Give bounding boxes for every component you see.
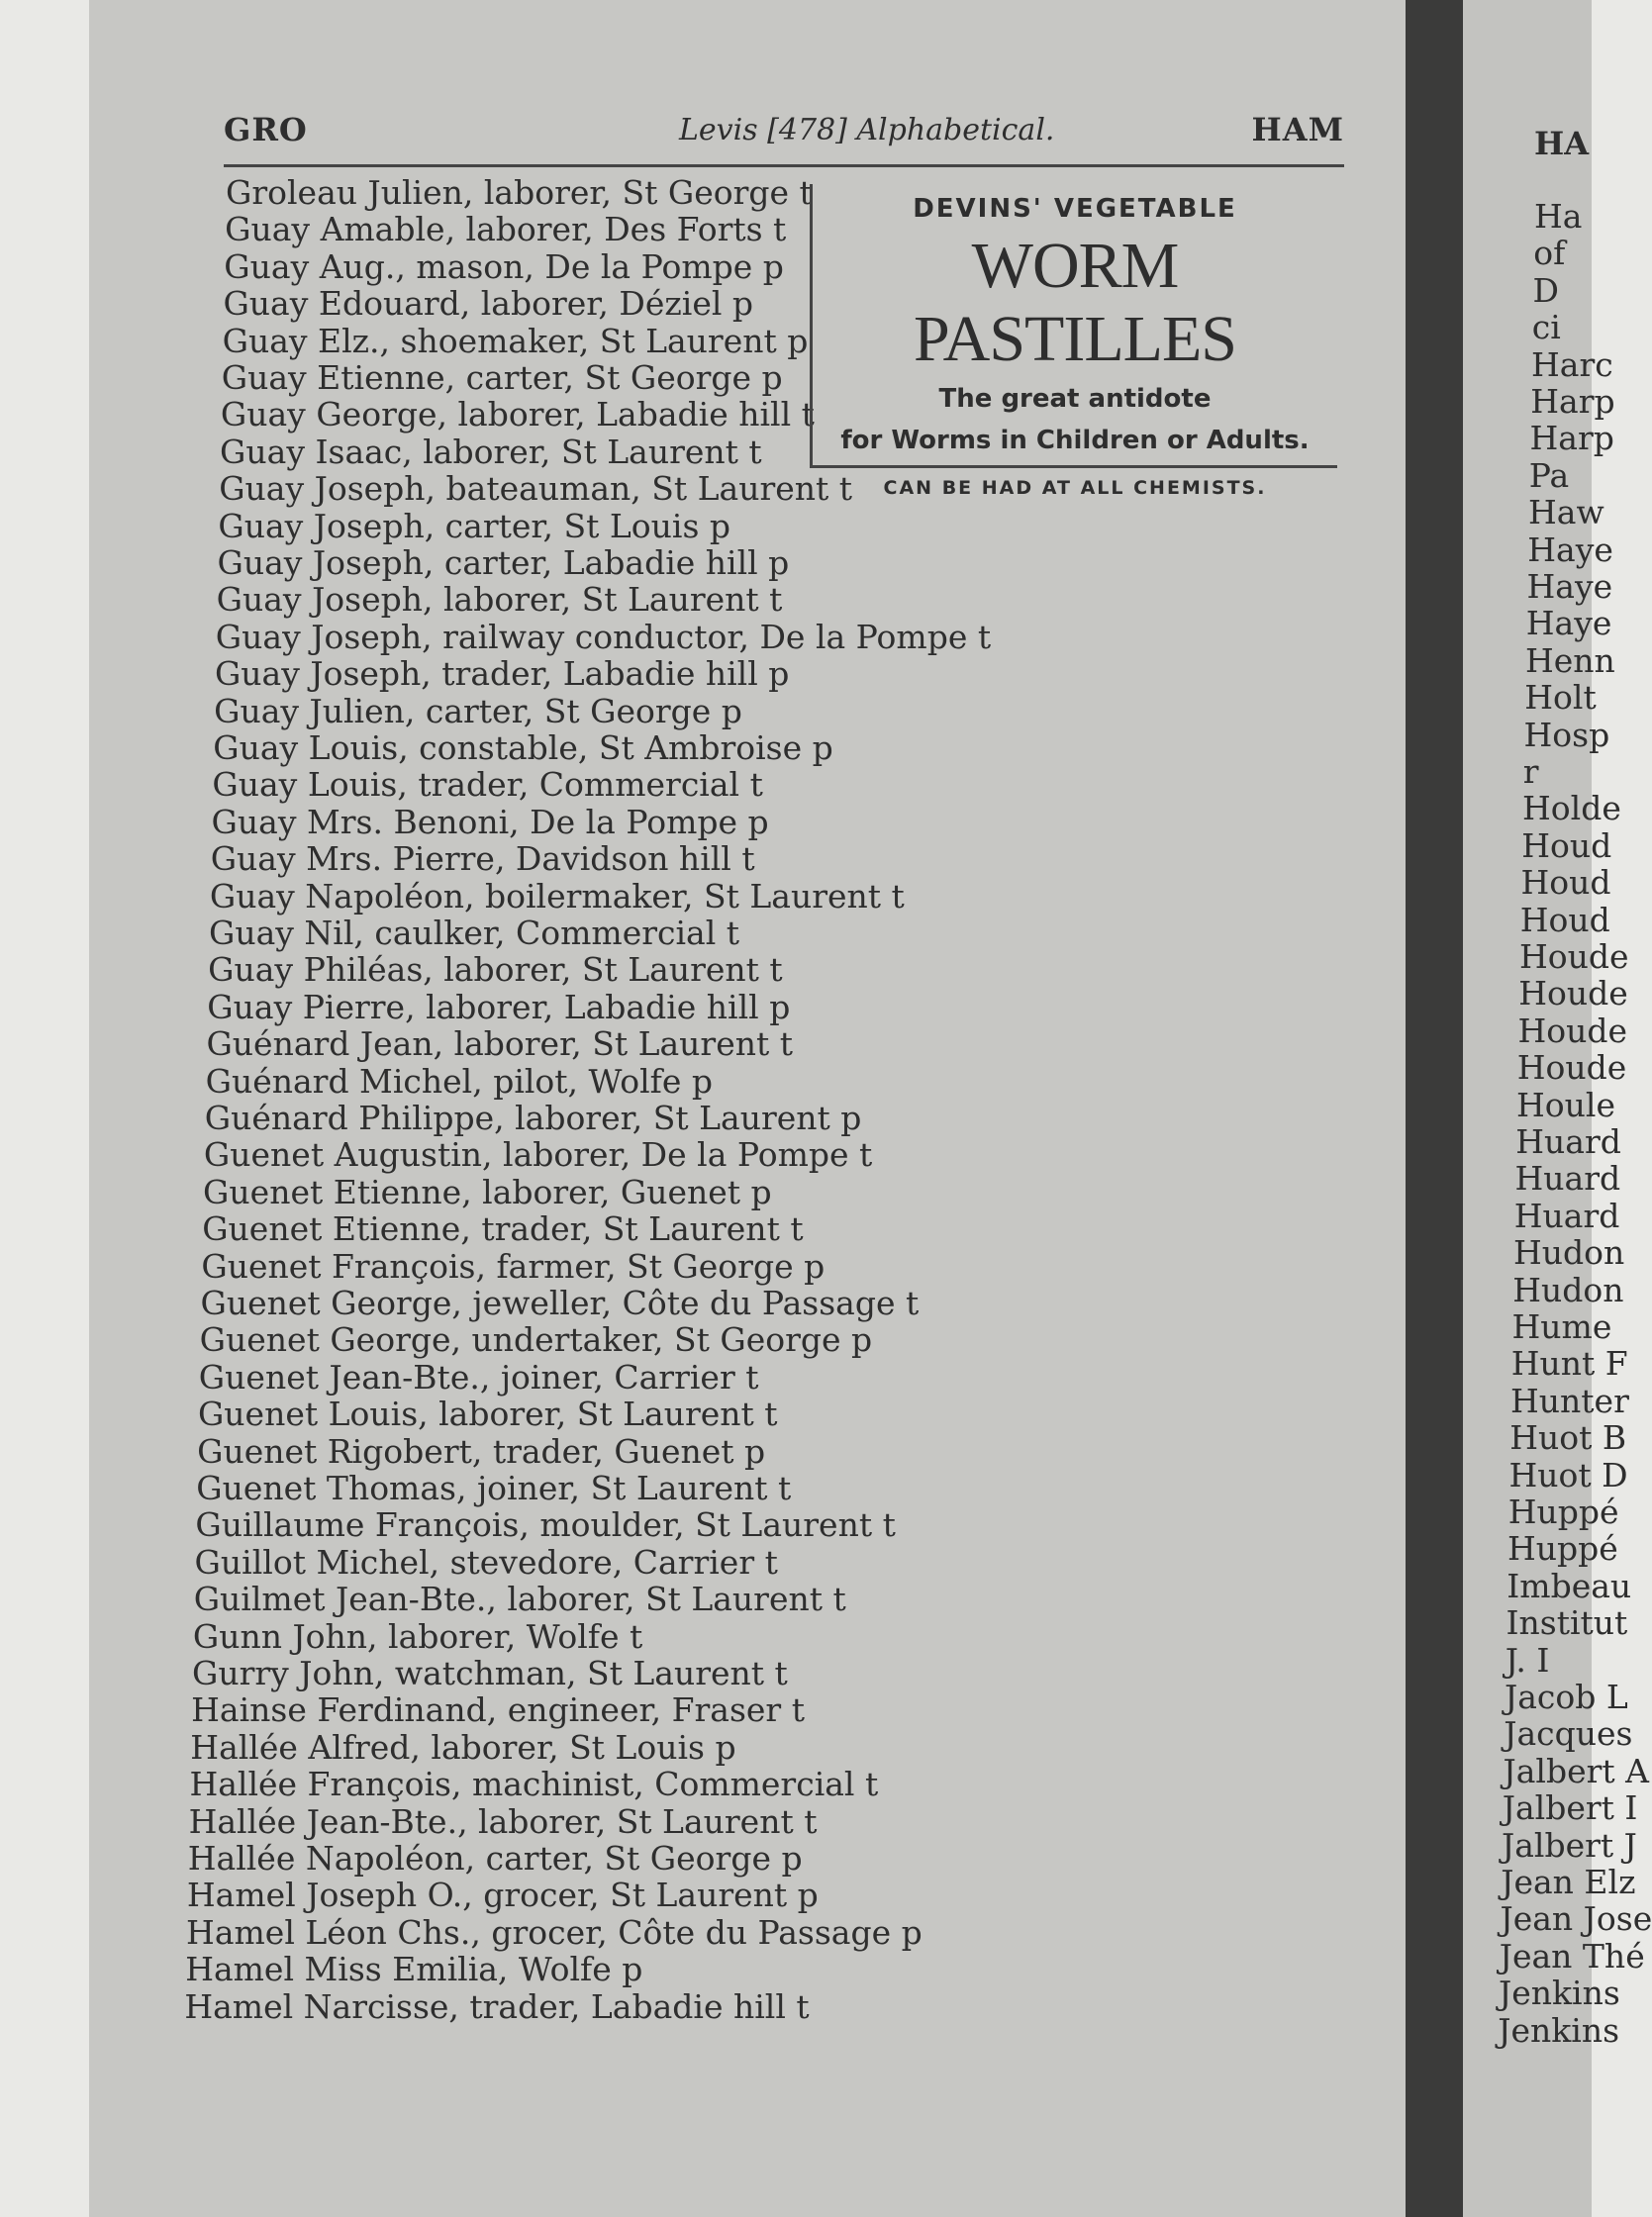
directory-entry: Hamel Joseph O., grocer, St Laurent p — [186, 1876, 819, 1915]
adjacent-page-fragment: Jacques — [1504, 1714, 1633, 1754]
adjacent-page-fragment: Huard — [1515, 1122, 1621, 1161]
adjacent-page-fragment: Houde — [1519, 937, 1629, 976]
directory-entry: Guay Napoléon, boilermaker, St Laurent t — [209, 876, 905, 916]
adjacent-page-fragment: Ha — [1534, 197, 1583, 236]
adjacent-page-fragment: Houle — [1516, 1085, 1615, 1124]
directory-entry: Guay Joseph, carter, St Louis p — [218, 506, 731, 545]
directory-entry: Groleau Julien, laborer, St George t — [226, 173, 813, 212]
ad-brand: DEVINS' VEGETABLE — [913, 194, 1237, 224]
directory-entry: Guenet Etienne, laborer, Guenet p — [203, 1172, 772, 1211]
adjacent-page-fragment: J. I — [1505, 1640, 1550, 1680]
directory-entry: Guenet Rigobert, trader, Guenet p — [197, 1431, 766, 1471]
adjacent-page-fragment: Houd — [1519, 900, 1610, 939]
adjacent-page-fragment: Jalbert J — [1502, 1825, 1637, 1865]
directory-entry: Guay Mrs. Benoni, De la Pompe p — [211, 802, 769, 841]
adjacent-page-fragment: Pa — [1528, 455, 1570, 495]
header-title: Levis [478] Alphabetical. — [679, 113, 1055, 147]
directory-entry: Hallée Napoléon, carter, St George p — [187, 1839, 803, 1878]
directory-entry: Guenet Etienne, trader, St Laurent t — [202, 1209, 804, 1249]
directory-entry: Hamel Léon Chs., grocer, Côte du Passage p — [186, 1912, 923, 1952]
adjacent-page-fragment: Hudon — [1512, 1270, 1624, 1309]
adjacent-page-fragment: Holde — [1522, 789, 1621, 828]
adjacent-page-fragment: Jenkins — [1498, 2010, 1620, 2050]
adjacent-page-fragment: Holt — [1524, 678, 1597, 718]
directory-entry: Guay Louis, constable, St Ambroise p — [213, 728, 833, 767]
adjacent-page-fragment: Houde — [1517, 1011, 1628, 1050]
directory-entry: Guay George, laborer, Labadie hill t — [220, 395, 815, 434]
directory-entry: Guénard Jean, laborer, St Laurent t — [206, 1024, 793, 1064]
directory-entry: Guillot Michel, stevedore, Carrier t — [194, 1542, 778, 1582]
adjacent-page-fragment: Jacob L — [1505, 1678, 1628, 1716]
adjacent-page-fragment: Institut — [1506, 1603, 1628, 1643]
adjacent-page-fragment: Hunter — [1510, 1381, 1629, 1420]
adjacent-page-fragment: Haw — [1528, 493, 1604, 532]
ad-description: for Worms in Children or Adults. — [840, 426, 1310, 455]
directory-entry: Guay Joseph, railway conductor, De la Pompe t — [215, 617, 992, 656]
directory-entry: Guay Joseph, laborer, St Laurent t — [216, 580, 783, 620]
directory-entry: Guay Isaac, laborer, St Laurent t — [220, 432, 762, 471]
adjacent-page-fragment: Imbeau — [1506, 1566, 1632, 1605]
adjacent-page-fragment: Hunt F — [1510, 1344, 1628, 1384]
directory-entry: Guay Etienne, carter, St George p — [221, 358, 783, 397]
adjacent-page-fragment: Houd — [1520, 863, 1611, 903]
adjacent-page — [1463, 0, 1652, 2217]
adjacent-page-fragment: Huot D — [1508, 1455, 1628, 1494]
adjacent-page-fragment: ci — [1531, 308, 1561, 347]
directory-entry: Guenet George, jeweller, Côte du Passage t — [200, 1284, 920, 1322]
page-header — [224, 111, 1344, 167]
directory-entry: Gunn John, laborer, Wolfe t — [192, 1616, 643, 1656]
ad-availability: CAN BE HAD AT ALL CHEMISTS. — [883, 477, 1267, 499]
adjacent-page-fragment: Houde — [1516, 1048, 1627, 1088]
directory-entry: Hallée Alfred, laborer, St Louis p — [190, 1727, 736, 1767]
adjacent-page-fragment: Haye — [1527, 530, 1613, 569]
adjacent-page-fragment: Hume — [1511, 1307, 1612, 1346]
adjacent-page-fragment: Harp — [1529, 419, 1614, 458]
directory-entry: Guay Aug., mason, De la Pompe p — [224, 246, 784, 286]
adjacent-page-fragment: Huot B — [1509, 1418, 1627, 1458]
directory-entry: Guenet George, undertaker, St George p — [199, 1320, 873, 1360]
adjacent-page-fragment: Harc — [1531, 344, 1613, 384]
adjacent-page-fragment: Huard — [1514, 1159, 1621, 1199]
adjacent-page-fragment: Hudon — [1513, 1233, 1625, 1273]
adjacent-page-fragment: Harp — [1530, 382, 1615, 421]
directory-entry: Guénard Philippe, laborer, St Laurent p — [204, 1099, 862, 1137]
directory-entry: Guay Louis, trader, Commercial t — [212, 765, 763, 805]
directory-entry: Guay Pierre, laborer, Labadie hill p — [207, 987, 791, 1026]
directory-entry: Hallée François, machinist, Commercial t — [189, 1765, 879, 1804]
adjacent-page-header: HA — [1534, 125, 1590, 162]
directory-entry: Guenet Jean-Bte., joiner, Carrier t — [198, 1357, 759, 1397]
header-left-guide-word: GRO — [224, 111, 308, 148]
ad-tagline: The great antidote — [938, 384, 1212, 414]
adjacent-page-fragment: Jalbert A — [1503, 1751, 1649, 1790]
advertisement-box — [810, 184, 1337, 499]
adjacent-page-fragment: Houde — [1518, 974, 1628, 1013]
adjacent-page-fragment: D — [1532, 270, 1559, 310]
directory-entry: Guilmet Jean-Bte., laborer, St Laurent t — [193, 1580, 846, 1619]
directory-entry: Hamel Miss Emilia, Wolfe p — [185, 1950, 643, 1989]
adjacent-page-fragment: Haye — [1525, 604, 1612, 643]
directory-entry: Guenet Augustin, laborer, De la Pompe t — [203, 1135, 873, 1175]
adjacent-page-fragment: Houd — [1521, 825, 1612, 865]
adjacent-page-fragment: Huard — [1513, 1196, 1620, 1235]
adjacent-page-fragment: Jenkins — [1499, 1974, 1620, 2013]
directory-entry: Guay Elz., shoemaker, St Laurent p — [222, 321, 809, 360]
directory-entry: Guay Joseph, carter, Labadie hill p — [217, 543, 790, 582]
adjacent-page-fragment: of — [1533, 234, 1566, 273]
directory-entry: Hamel Narcisse, trader, Labadie hill t — [184, 1986, 810, 2026]
adjacent-page-fragment: Jalbert I — [1502, 1788, 1638, 1828]
directory-entry: Guay Amable, laborer, Des Forts t — [225, 210, 787, 249]
header-right-guide-word: HAM — [1251, 111, 1344, 148]
adjacent-page-fragment: Huppé — [1507, 1529, 1618, 1569]
adjacent-page-fragment: Haye — [1526, 567, 1613, 606]
directory-entry: Guay Nil, caulker, Commercial t — [209, 914, 740, 952]
directory-entry: Guay Joseph, trader, Labadie hill p — [214, 654, 790, 694]
directory-entry: Gurry John, watchman, St Laurent t — [192, 1654, 788, 1692]
directory-entry: Guay Mrs. Pierre, Davidson hill t — [210, 839, 755, 879]
directory-entry: Guenet François, farmer, St George p — [201, 1246, 826, 1286]
directory-entry: Hainse Ferdinand, engineer, Fraser t — [191, 1690, 805, 1730]
directory-entry: Guay Julien, carter, St George p — [214, 691, 742, 730]
adjacent-page-fragment: r — [1522, 752, 1539, 791]
adjacent-page-fragment: Hosp — [1523, 715, 1610, 754]
directory-entry: Guénard Michel, pilot, Wolfe p — [205, 1061, 713, 1101]
directory-entry: Guay Joseph, bateauman, St Laurent t — [219, 469, 853, 509]
ad-product: WORM PASTILLES — [914, 230, 1236, 375]
adjacent-page-fragment: Jean Thé — [1499, 1936, 1645, 1976]
directory-entry: Hallée Jean-Bte., laborer, St Laurent t — [188, 1801, 818, 1841]
adjacent-page-fragment: Jean Jose — [1500, 1899, 1652, 1939]
book-gutter — [1406, 0, 1463, 2217]
directory-entry: Guay Edouard, laborer, Déziel p — [223, 284, 754, 324]
directory-entry: Guillaume François, moulder, St Laurent t — [195, 1505, 896, 1545]
directory-entry: Guay Philéas, laborer, St Laurent t — [208, 950, 783, 990]
adjacent-page-fragment: Jean Elz — [1501, 1863, 1636, 1901]
directory-entry: Guenet Thomas, joiner, St Laurent t — [196, 1469, 792, 1507]
adjacent-page-fragment: Huppé — [1507, 1493, 1619, 1531]
adjacent-page-fragment: Henn — [1525, 640, 1615, 680]
directory-entry: Guenet Louis, laborer, St Laurent t — [197, 1395, 778, 1434]
